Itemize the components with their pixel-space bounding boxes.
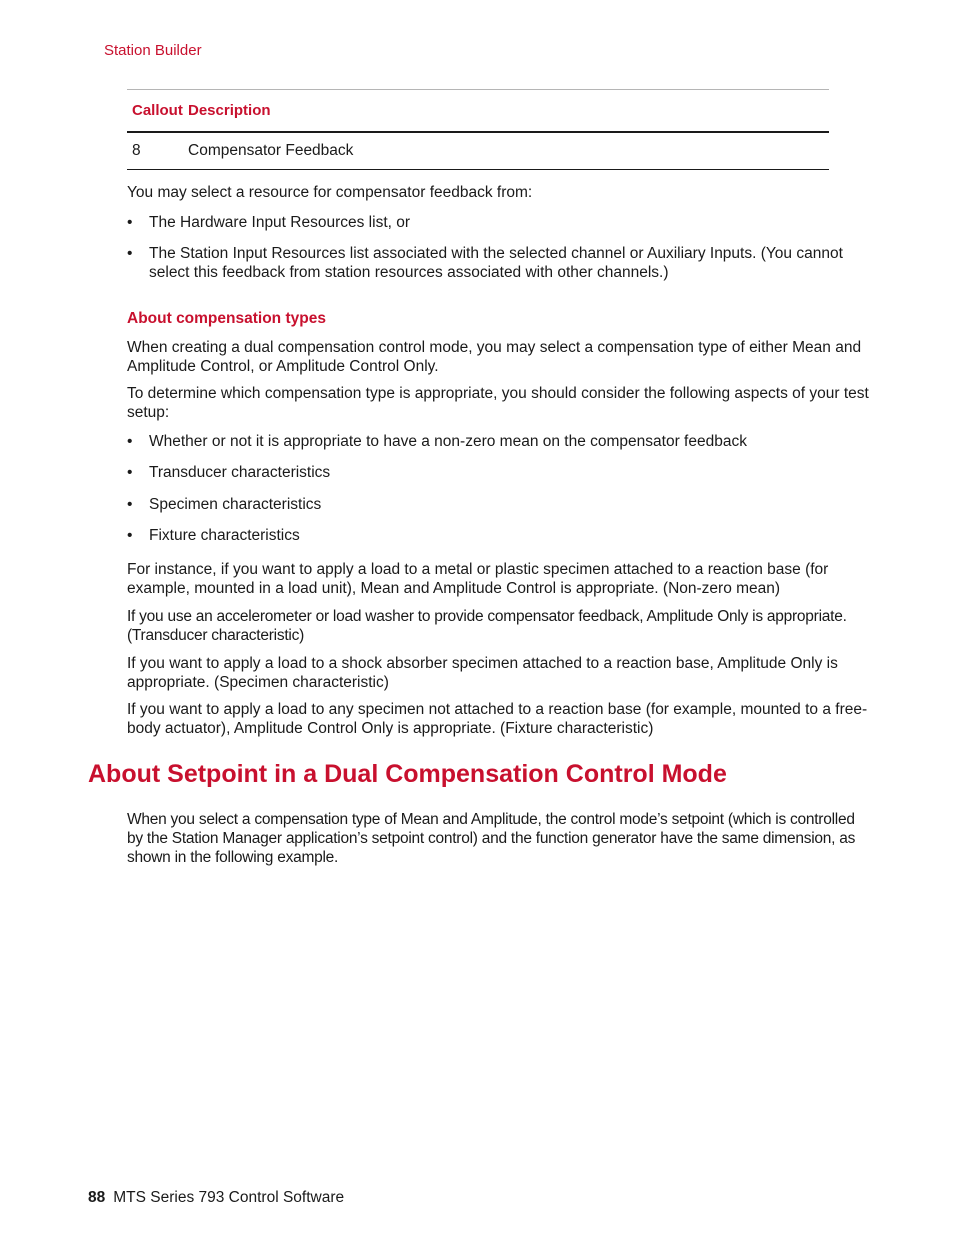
paragraph: When you select a compensation type of Mean and Amplitude, the control mode’s setpoint (which is controlled by the Station Manager application’s setpoint control) and the function generator have the same dimension, as shown in the following example. <box>127 811 856 866</box>
running-header: Station Builder <box>104 42 202 59</box>
bullet-marker: • <box>127 464 133 481</box>
list-item <box>127 213 871 232</box>
list-item <box>127 432 871 451</box>
callout-table <box>127 89 829 170</box>
paragraph: To determine which compensation type is appropriate, you should consider the following aspects of your test setup: <box>127 385 869 421</box>
list-item <box>127 526 871 545</box>
paragraph: If you use an accelerometer or load washer to provide compensator feedback, Amplitude Only is appropriate. (Transducer characteristic) <box>127 608 847 644</box>
table-cell-callout: 8 <box>132 141 141 159</box>
list-item-text: Transducer characteristics <box>149 464 331 481</box>
list-item-text: The Hardware Input Resources list, or <box>149 214 411 231</box>
list-item <box>127 244 871 282</box>
bullet-marker: • <box>127 496 133 513</box>
table-bottom-rule <box>127 169 829 171</box>
paragraph: If you want to apply a load to any specimen not attached to a reaction base (for example, mounted to a free-body actuator), Amplitude Control Only is appropriate. (Fixture characteristic) <box>127 701 868 737</box>
table-header-row <box>127 90 829 131</box>
page-number: 88 <box>88 1189 106 1206</box>
paragraph: When creating a dual compensation control mode, you may select a compensation type of either Mean and Amplitude Control, or Amplitude Control Only. <box>127 339 862 375</box>
table-cell-description: Compensator Feedback <box>188 141 354 159</box>
list-item-text: Specimen characteristics <box>149 496 322 513</box>
column-header-description: Description <box>188 102 271 119</box>
paragraph: For instance, if you want to apply a load to a metal or plastic specimen attached to a reaction base (for example, mounted in a load unit), Mean and Amplitude Control is appropriate. (Non-zero mean) <box>127 561 829 597</box>
page-footer <box>88 1189 344 1207</box>
list-item <box>127 495 871 514</box>
bullet-marker: • <box>127 245 133 262</box>
section-heading-compensation-types: About compensation types <box>127 310 326 327</box>
list-item-text: Whether or not it is appropriate to have a non-zero mean on the compensator feedback <box>149 433 747 450</box>
list-item-text: Fixture characteristics <box>149 527 300 544</box>
bullet-marker: • <box>127 433 133 450</box>
paragraph: If you want to apply a load to a shock absorber specimen attached to a reaction base, Amplitude Only is appropriate. (Specimen characteristic) <box>127 655 838 691</box>
footer-doc-title: MTS Series 793 Control Software <box>113 1189 345 1206</box>
table-row <box>127 133 829 169</box>
list-item <box>127 463 871 482</box>
feedback-intro: You may select a resource for compensator feedback from: <box>127 184 533 201</box>
column-header-callout: Callout <box>132 102 183 119</box>
section-heading-setpoint: About Setpoint in a Dual Compensation Control Mode <box>88 760 727 788</box>
list-item-text: The Station Input Resources list associated with the selected channel or Auxiliary Inputs. (You cannot select this feedback from station resources associated with other channels.) <box>149 245 843 281</box>
bullet-marker: • <box>127 527 133 544</box>
bullet-marker: • <box>127 214 133 231</box>
